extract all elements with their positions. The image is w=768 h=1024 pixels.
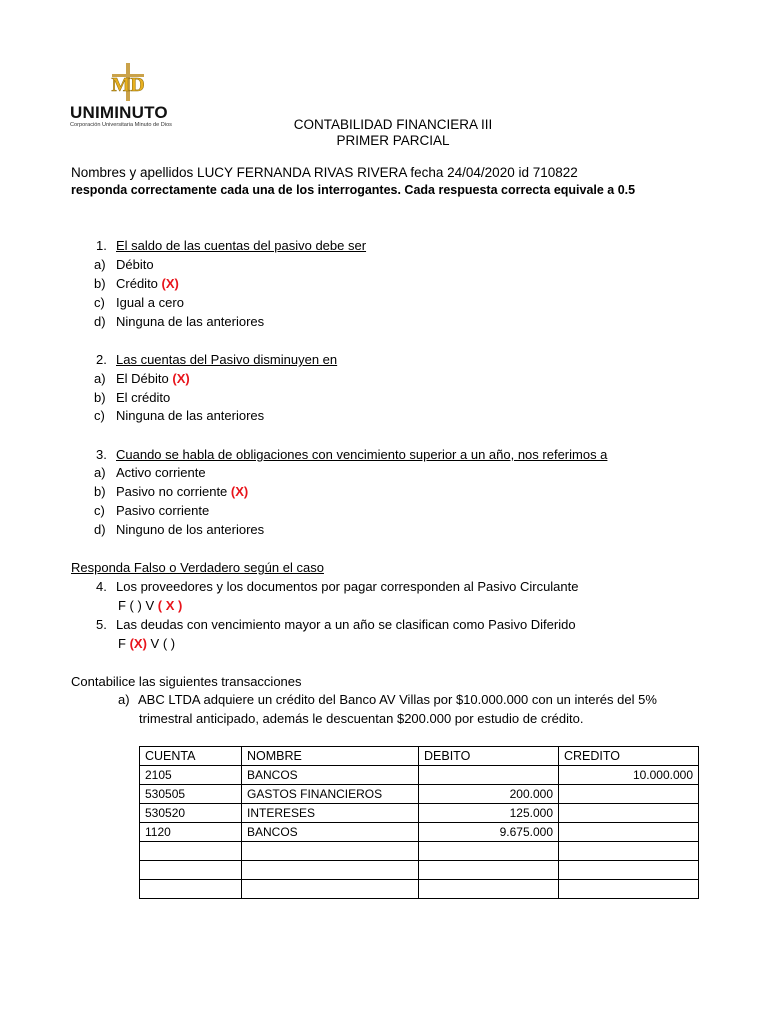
transaction-a-line2: trimestral anticipado, además le descuentan $200.000 por estudio de crédito.	[139, 711, 584, 726]
table-row	[140, 861, 699, 880]
question-text: Los proveedores y los documentos por pagar corresponden al Pasivo Circulante	[116, 579, 579, 594]
instructions: responda correctamente cada una de los interrogantes. Cada respuesta correcta equivale a 0.5	[71, 183, 636, 197]
student-info: Nombres y apellidos LUCY FERNANDA RIVAS RIVERA fecha 24/04/2020 id 710822	[71, 165, 578, 180]
table-row	[140, 842, 699, 861]
exam-title: PRIMER PARCIAL	[336, 133, 450, 148]
answer-mark: (X)	[172, 371, 190, 386]
table-header-row	[140, 747, 699, 766]
q1-option-b: b) Crédito (X)	[94, 276, 179, 291]
header-cuenta: CUENTA	[140, 747, 242, 766]
table-row: 530505 GASTOS FINANCIEROS 200.000	[140, 785, 699, 804]
q1-option-d: d) Ninguna de las anteriores	[94, 314, 265, 329]
question-number: 3.	[96, 447, 107, 462]
transaction-text: ABC LTDA adquiere un crédito del Banco AV Villas por $10.000.000 con un interés del 5%	[138, 692, 657, 707]
course-title: CONTABILIDAD FINANCIERA III	[293, 117, 493, 132]
tf-heading: Responda Falso o Verdadero según el caso	[71, 560, 324, 575]
table-row: 2105 BANCOS 10.000.000	[140, 766, 699, 785]
question-3	[96, 447, 607, 462]
question-number: 1.	[96, 238, 107, 253]
q1-option-a: a) Débito	[94, 257, 154, 272]
question-text: Cuando se habla de obligaciones con vencimiento superior a un año, nos referimos a	[116, 447, 608, 462]
question-5: 5. Las deudas con vencimiento mayor a un año se clasifican como Pasivo Diferido	[96, 617, 576, 632]
question-number: 2.	[96, 352, 107, 367]
logo-subtitle: Corporación Universitaria Minuto de Dios	[70, 122, 172, 128]
transaction-a: a) ABC LTDA adquiere un crédito del Banco AV Villas por $10.000.000 con un interés del 5%	[118, 692, 657, 707]
question-text: Las cuentas del Pasivo disminuyen en	[116, 352, 338, 367]
q1-option-c: c) Igual a cero	[94, 295, 184, 310]
logo-mark-text: MD	[111, 74, 145, 96]
ledger-table	[139, 746, 699, 899]
question-text: El saldo de las cuentas del pasivo debe ser	[116, 238, 367, 253]
logo-mark-icon	[108, 62, 148, 102]
table-row	[140, 880, 699, 899]
q2-option-a: a) El Débito (X)	[94, 371, 190, 386]
q2-option-c: c) Ninguna de las anteriores	[94, 408, 265, 423]
table-row: 530520 INTERESES 125.000	[140, 804, 699, 823]
header-debito: DEBITO	[419, 747, 559, 766]
header-nombre: NOMBRE	[242, 747, 419, 766]
logo-name: UNIMINUTO	[70, 103, 168, 122]
question-2	[96, 352, 337, 367]
q4-answer: F ( ) V ( X )	[118, 598, 183, 613]
question-1	[96, 238, 366, 253]
answer-mark: ( X )	[157, 598, 183, 613]
q2-option-b: b) El crédito	[94, 390, 171, 405]
q5-answer: F (X) V ( )	[118, 636, 176, 651]
question-4: 4. Los proveedores y los documentos por pagar corresponden al Pasivo Circulante	[96, 579, 579, 594]
q3-option-d: d) Ninguno de los anteriores	[94, 522, 265, 537]
answer-mark: (X)	[129, 636, 147, 651]
q3-option-a: a) Activo corriente	[94, 465, 206, 480]
answer-mark: (X)	[230, 484, 249, 499]
q3-option-b: b) Pasivo no corriente (X)	[94, 484, 249, 499]
question-text: Las deudas con vencimiento mayor a un año se clasifican como Pasivo Diferido	[116, 617, 576, 632]
table-row: 1120 BANCOS 9.675.000	[140, 823, 699, 842]
transactions-heading: Contabilice las siguientes transacciones	[71, 674, 302, 689]
q3-option-c: c) Pasivo corriente	[94, 503, 210, 518]
header-credito: CREDITO	[559, 747, 699, 766]
answer-mark: (X)	[161, 276, 179, 291]
